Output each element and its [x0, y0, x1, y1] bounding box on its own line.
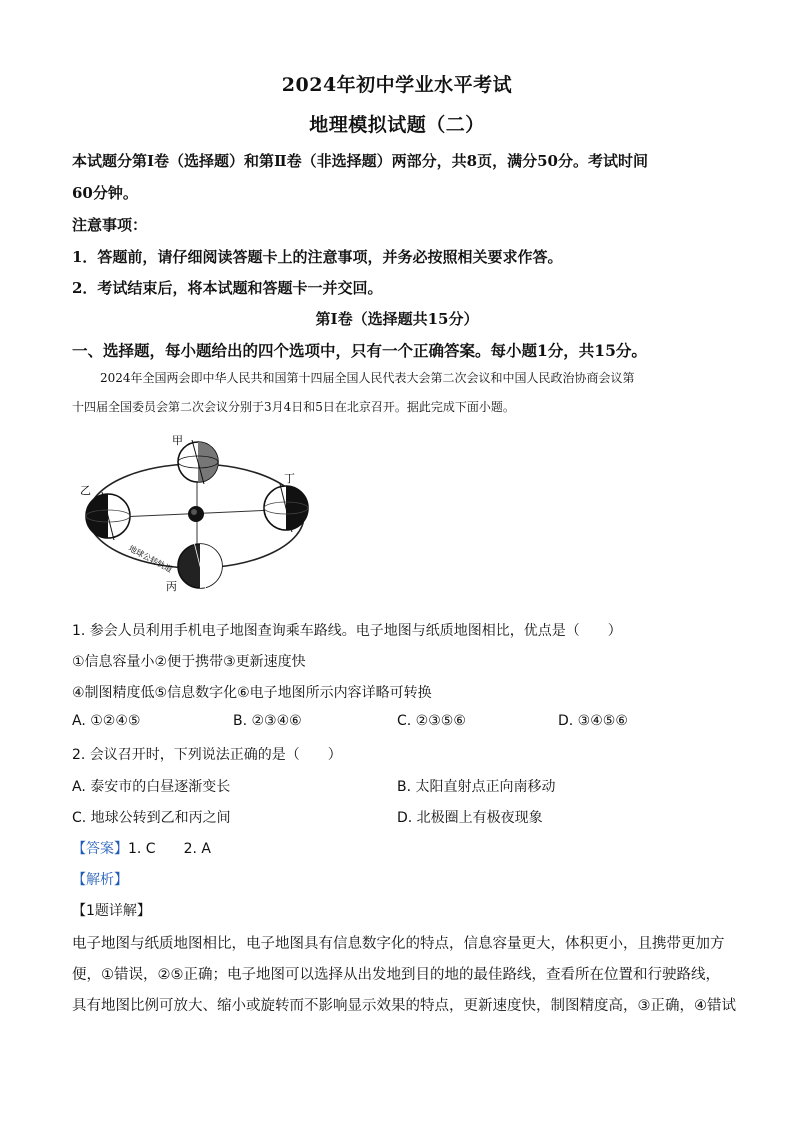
label-jia: 甲: [172, 434, 183, 447]
label-orbit: 地球公转轨道: [127, 543, 174, 575]
question-2-stem: 2. 会议召开时，下列说法正确的是（ ）: [72, 747, 342, 763]
question-2-option-a[interactable]: A. 泰安市的白昼逐渐变长: [72, 779, 231, 795]
intro-line-2: 十四届全国委员会第二次会议分别于3月4日和5日在北京召开。据此完成下面小题。: [72, 400, 515, 414]
notice-item-1: 1．答题前，请仔细阅读答题卡上的注意事项，并务必按照相关要求作答。: [72, 248, 563, 266]
analysis-label: 【解析】: [72, 872, 128, 888]
answer-value: 1. C 2. A: [128, 841, 211, 857]
intro-line-1: 2024年全国两会即中华人民共和国第十四届全国人民代表大会第二次会议和中国人民政治协商会议第: [100, 371, 635, 385]
explanation-line-1: 电子地图与纸质地图相比，电子地图具有信息数字化的特点，信息容量更大，体积更小，且携带更加方: [72, 936, 725, 952]
exam-subtitle: 地理模拟试题（二）: [309, 114, 485, 136]
section-heading: 第Ⅰ卷（选择题共15分）: [315, 310, 479, 328]
instructions-line-2: 60分钟。: [72, 184, 138, 202]
explanation-line-2: 便，①错误，②⑤正确；电子地图可以选择从出发地到目的地的最佳路线，查看所在位置和行驶路线，: [72, 967, 720, 983]
question-1-stem: 1. 参会人员利用手机电子地图查询乘车路线。电子地图与纸质地图相比，优点是（ ）: [72, 623, 622, 639]
question-2-option-d[interactable]: D. 北极圈上有极夜现象: [397, 810, 543, 826]
explanation-line-3: 具有地图比例可放大、缩小或旋转而不影响显示效果的特点，更新速度快，制图精度高，③正确，④错试: [72, 998, 736, 1014]
question-1-statements-b: ④制图精度低⑤信息数字化⑥电子地图所示内容详略可转换: [72, 685, 432, 701]
intro-paragraph: [72, 364, 732, 422]
earth-jia-icon: [178, 440, 218, 484]
question-1-option-c[interactable]: C. ②③⑤⑥: [397, 713, 466, 729]
exam-title: 2024年初中学业水平考试: [281, 74, 513, 96]
earth-bing-icon: [178, 542, 222, 590]
earth-orbit-diagram: [78, 432, 318, 592]
answer-label: 【答案】: [72, 841, 128, 857]
question-2-option-c[interactable]: C. 地球公转到乙和丙之间: [72, 810, 231, 826]
question-2-option-b[interactable]: B. 太阳直射点正向南移动: [397, 779, 556, 795]
detail-label: 【1题详解】: [72, 903, 151, 919]
notice-item-2: 2．考试结束后，将本试题和答题卡一并交回。: [72, 279, 383, 297]
instructions-line-1: 本试题分第Ⅰ卷（选择题）和第Ⅱ卷（非选择题）两部分，共8页，满分50分。考试时间: [72, 152, 648, 170]
question-1-option-d[interactable]: D. ③④⑤⑥: [558, 713, 628, 729]
label-ding: 丁: [284, 472, 295, 485]
notice-label: 注意事项：: [72, 216, 148, 234]
answer-line: [72, 838, 211, 858]
section-rule: 一、选择题，每小题给出的四个选项中，只有一个正确答案。每小题1分，共15分。: [72, 341, 647, 360]
earth-ding-icon: [264, 484, 308, 532]
question-1-statements-a: ①信息容量小②便于携带③更新速度快: [72, 654, 306, 670]
question-1-option-a[interactable]: A. ①②④⑤: [72, 713, 141, 729]
label-bing: 丙: [166, 580, 177, 592]
question-1-option-b[interactable]: B. ②③④⑥: [233, 713, 302, 729]
label-yi: 乙: [80, 484, 91, 497]
earth-yi-icon: [86, 492, 130, 540]
